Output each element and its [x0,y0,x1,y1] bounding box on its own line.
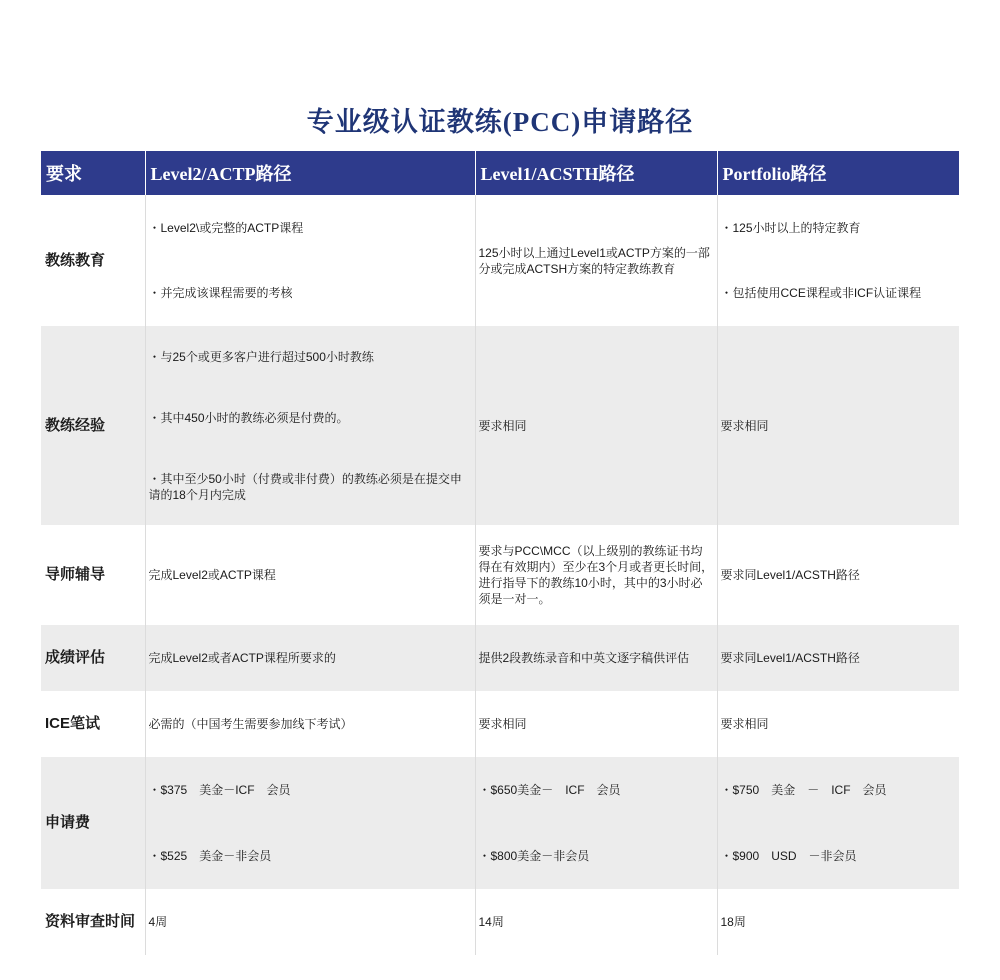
page-title: 专业级认证教练(PCC)申请路径 [306,107,694,137]
cell-text: 要求同Level1/ACSTH路径 [720,568,860,582]
cell-level2 [145,625,475,691]
cell-level2 [145,757,475,889]
table-row [41,691,959,757]
cell-portfolio [717,525,959,625]
row-label: 申请费 [41,757,145,889]
cell-text: ・$375 美金－ICF 会员 [148,783,291,797]
cell-level2 [145,691,475,757]
cell-text: ・并完成该课程需要的考核 [148,286,293,301]
table-row [41,525,959,625]
header-requirement: 要求 [41,151,145,195]
cell-level2 [145,889,475,955]
cell-text: ・$750 美金 － ICF 会员 [720,783,887,797]
table-row [41,757,959,889]
cell-text: ・$900 USD －非会员 [720,849,857,863]
row-label: 导师辅导 [41,525,145,625]
cell-portfolio [717,691,959,757]
cell-text: 要求与PCC\MCC（以上级别的教练证书均得在有效期内）至少在3个月或者更长时间，进行指导下的教练10小时，其中的3小时必须是一对一。 [478,544,714,606]
cell-text: ・125小时以上的特定教育 [720,220,861,235]
pcc-requirements-table [41,151,959,955]
cell-text: ・与25个或更多客户进行超过500小时教练 [148,349,374,364]
row-label: 教练教育 [41,195,145,326]
cell-text: 4周 [148,915,168,929]
header-portfolio: Portfolio路径 [717,151,959,195]
cell-text: 要求相同 [720,418,769,433]
cell-level2 [145,525,475,625]
cell-level1 [475,525,717,625]
cell-text: 18周 [720,915,746,929]
row-label: 教练经验 [41,326,145,525]
cell-text: 提供2段教练录音和中英文逐字稿供评估 [478,651,690,665]
cell-level2 [145,195,475,326]
table-row [41,195,959,326]
cell-text: 14周 [478,915,504,929]
cell-level1 [475,889,717,955]
cell-text: 125小时以上通过Level1或ACTP方案的一部分或完成ACTSH方案的特定教练教育 [478,245,710,276]
cell-text: ・包括使用CCE课程或非ICF认证课程 [720,286,922,301]
cell-level1 [475,691,717,757]
cell-level1 [475,625,717,691]
cell-level1 [475,757,717,889]
row-label: 成绩评估 [41,625,145,691]
cell-level1 [475,326,717,525]
cell-level2 [145,326,475,525]
table-row [41,326,959,525]
table-row [41,625,959,691]
cell-text: 要求相同 [478,418,527,433]
cell-text: 必需的（中国考生需要参加线下考试） [148,717,353,731]
cell-level1 [475,195,717,326]
header-level2-actp: Level2/ACTP路径 [145,151,475,195]
cell-portfolio [717,757,959,889]
table-row [41,889,959,955]
row-label: ICE笔试 [41,691,145,757]
cell-portfolio [717,195,959,326]
cell-text: 完成Level2或ACTP课程 [148,568,276,582]
cell-text: ・其中至少50小时（付费或非付费）的教练必须是在提交申请的18个月内完成 [148,471,462,502]
cell-text: ・$650美金－ ICF 会员 [478,783,621,797]
header-level1-acsth: Level1/ACSTH路径 [475,151,717,195]
cell-portfolio [717,326,959,525]
cell-text: 要求同Level1/ACSTH路径 [720,651,860,665]
cell-text: ・$525 美金－非会员 [148,849,272,863]
cell-text: 完成Level2或者ACTP课程所要求的 [148,651,336,665]
table-header-row [41,151,959,195]
row-label: 资料审查时间 [41,889,145,955]
cell-text: ・Level2\或完整的ACTP课程 [148,220,304,235]
cell-text: 要求相同 [478,717,527,731]
cell-text: ・$800美金－非会员 [478,849,590,863]
cell-text: ・其中450小时的教练必须是付费的。 [148,410,349,425]
cell-portfolio [717,625,959,691]
cell-text: 要求相同 [720,717,769,731]
cell-portfolio [717,889,959,955]
